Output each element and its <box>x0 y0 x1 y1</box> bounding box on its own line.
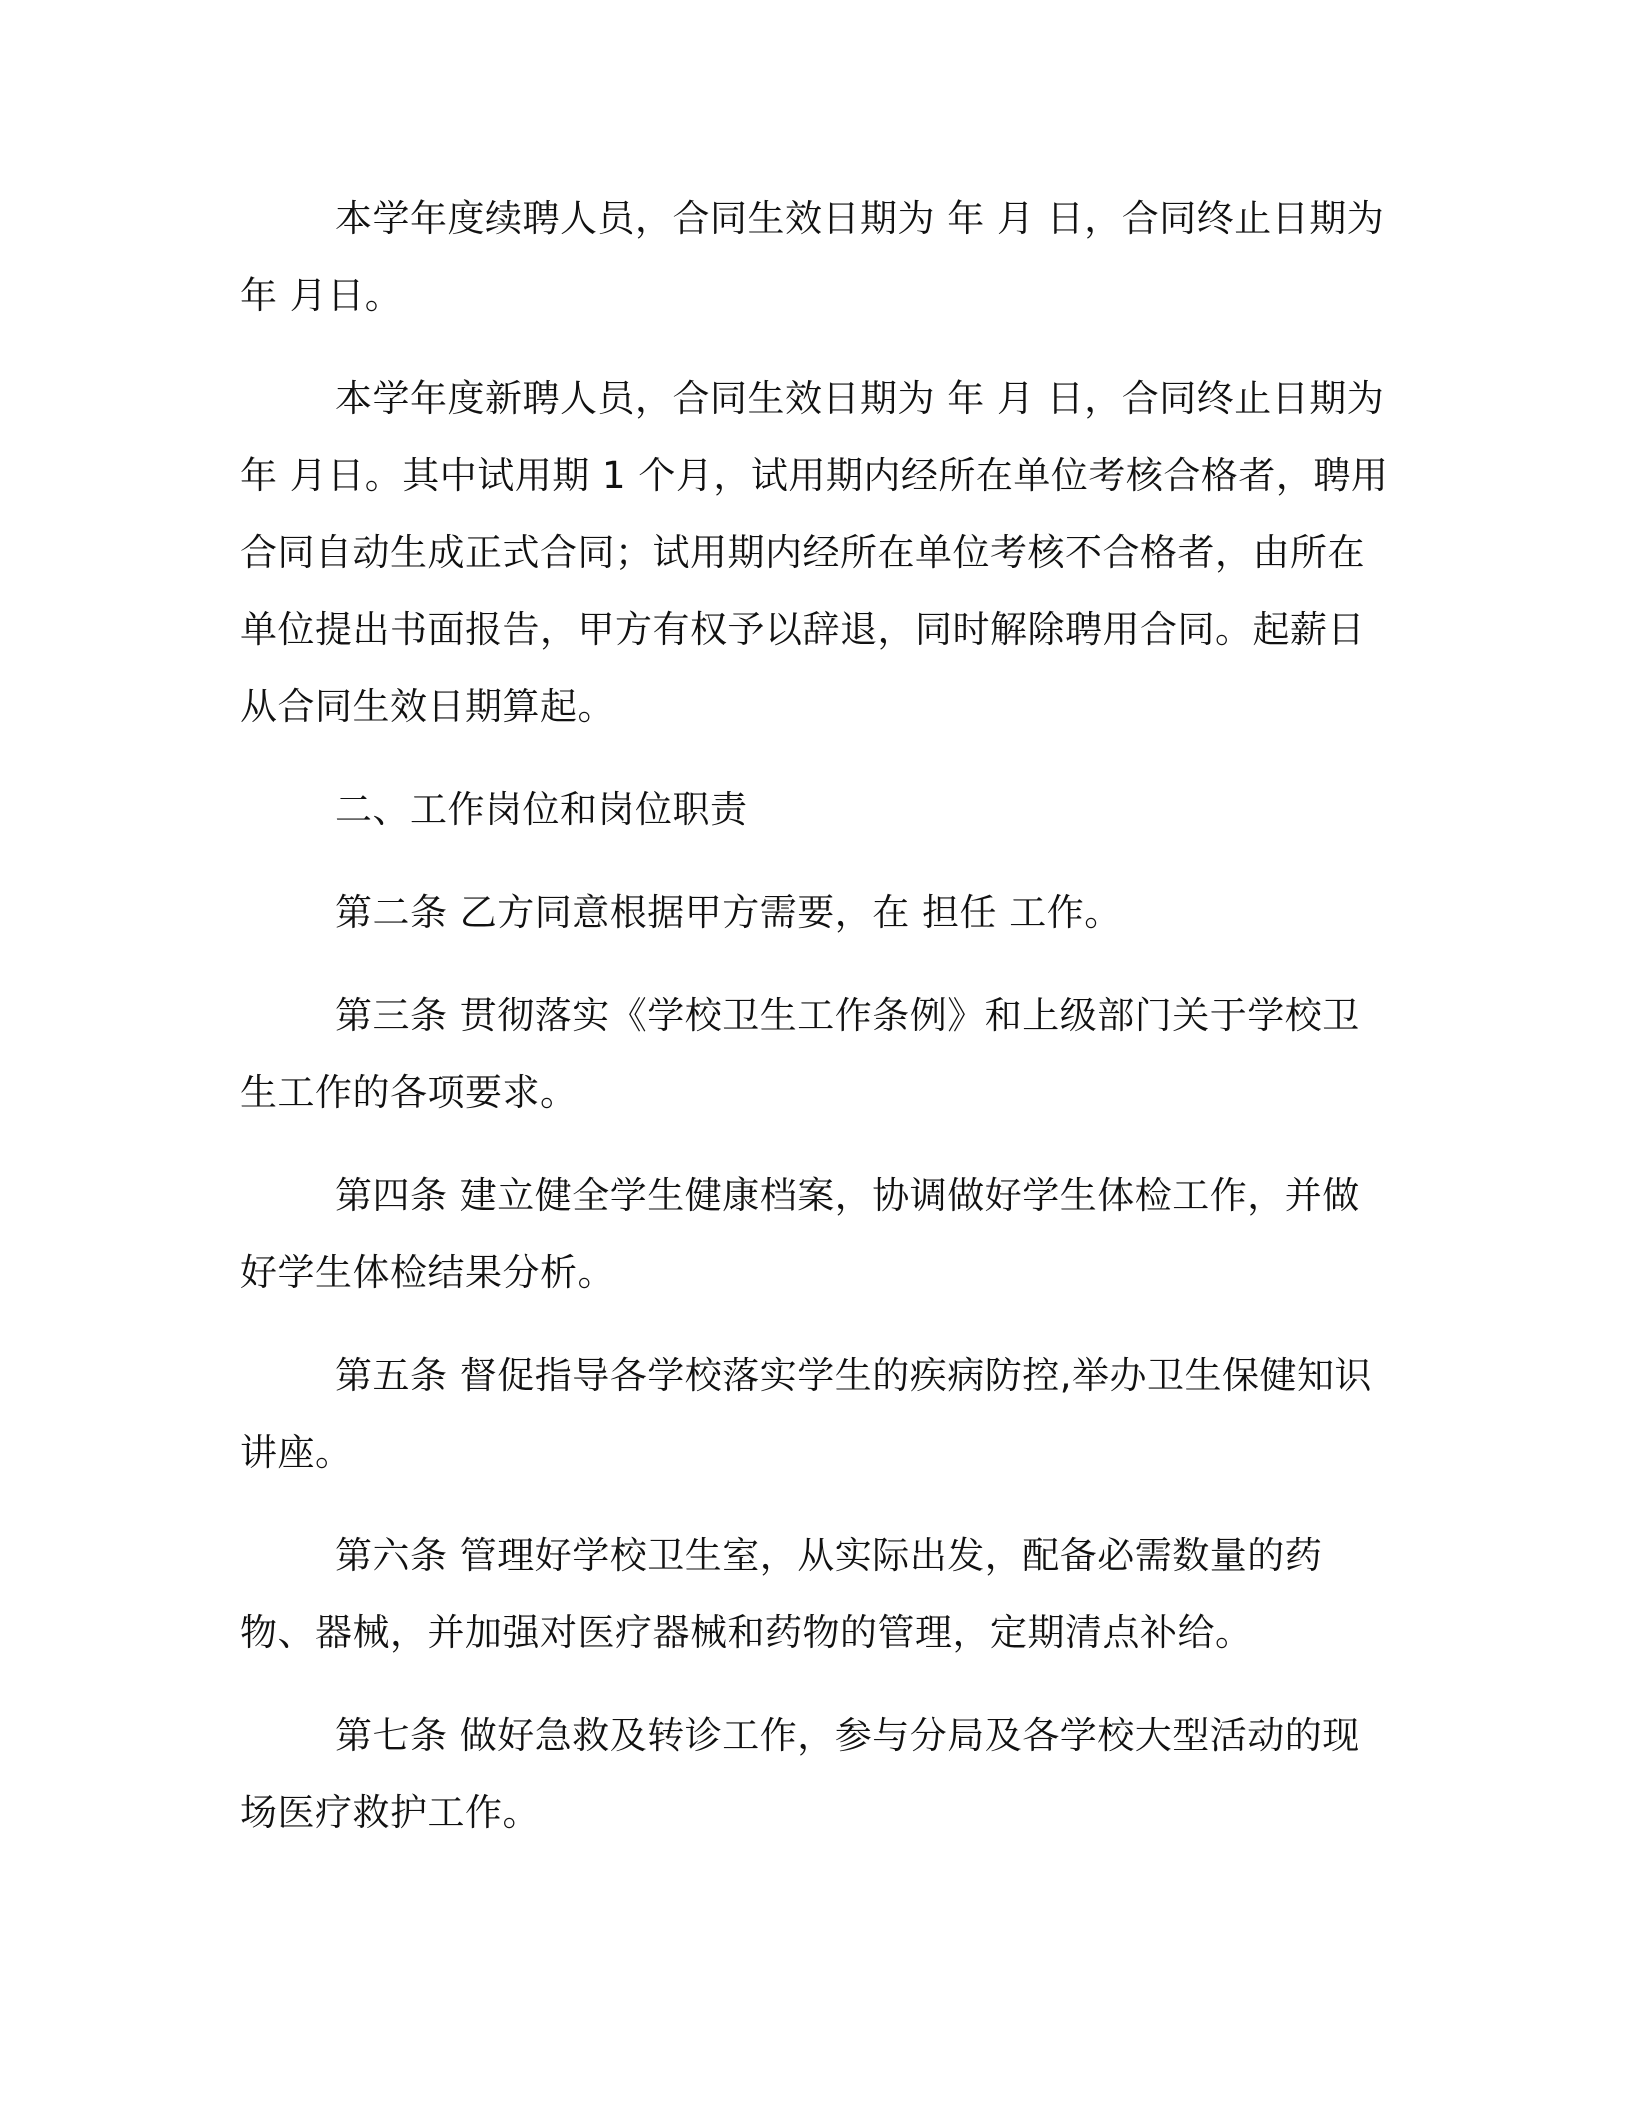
article-7: 第七条 做好急救及转诊工作，参与分局及各学校大型活动的现场医疗救护工作。 <box>240 1714 1360 1834</box>
article-5: 第五条 督促指导各学校落实学生的疾病防控,举办卫生保健知识讲座。 <box>240 1354 1373 1474</box>
article-2: 第二条 乙方同意根据甲方需要，在 担任 工作。 <box>335 891 1122 934</box>
document-body <box>240 180 1390 1877</box>
paragraph-new-hire-contract-dates: 本学年度新聘人员，合同生效日期为 年 月 日，合同终止日期为 年 月日。其中试用期 1 个月，试用期内经所在单位考核合格者，聘用合同自动生成正式合同；试用期内经所在单位考核不合格者，由所在单位提出书面报告，甲方有权予以辞退，同时解除聘用合同。起薪日从合同生效日期算起。 <box>240 377 1389 728</box>
article-4: 第四条 建立健全学生健康档案，协调做好学生体检工作，并做好学生体检结果分析。 <box>240 1174 1360 1294</box>
paragraph-renewal-contract-dates: 本学年度续聘人员，合同生效日期为 年 月 日，合同终止日期为 年 月日。 <box>240 197 1385 317</box>
section-heading-job-duties: 二、工作岗位和岗位职责 <box>335 788 748 831</box>
article-3: 第三条 贯彻落实《学校卫生工作条例》和上级部门关于学校卫生工作的各项要求。 <box>240 994 1360 1114</box>
article-6: 第六条 管理好学校卫生室，从实际出发，配备必需数量的药物、器械，并加强对医疗器械和药物的管理，定期清点补给。 <box>240 1534 1323 1654</box>
